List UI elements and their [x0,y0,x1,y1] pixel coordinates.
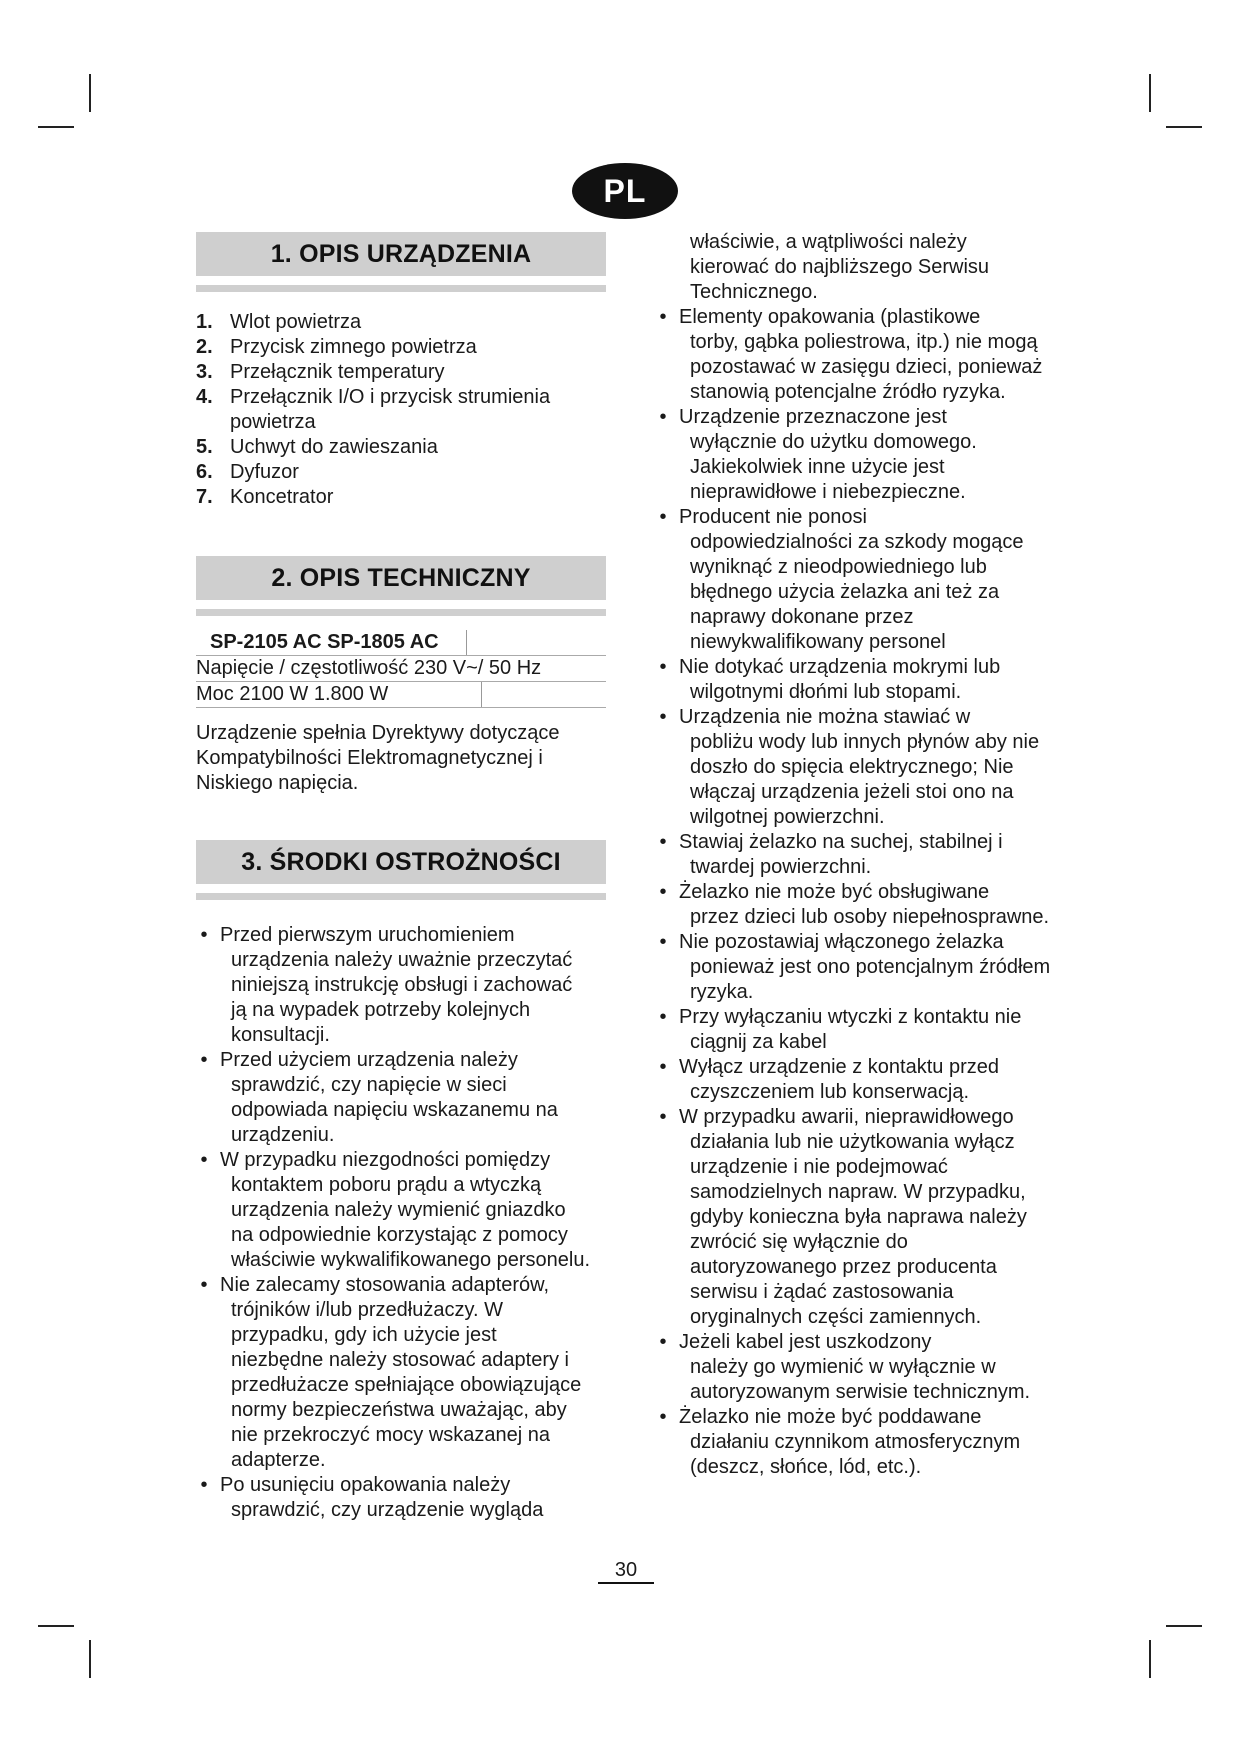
list-item: 5. Uchwyt do zawieszania [196,436,438,458]
spec-row-voltage: Napięcie / częstotliwość 230 V~/ 50 Hz [196,656,606,682]
list-item: • Przed pierwszym uruchomieniem urządzenia należy uważnie przeczytać niniejszą instrukcję obsługi i zachować ją na wypadek potrzeby kolejnych konsultacji. [200,924,573,1046]
list-item: • Przy wyłączaniu wtyczki z kontaktu nie ciągnij za kabel [659,1006,1022,1053]
crop-mark [89,74,91,112]
list-item: • Nie pozostawiaj włączonego żelazka ponieważ jest ono potencjalnym źródłem ryzyka. [659,931,1051,1003]
crop-mark [89,1640,91,1678]
crop-mark [1149,74,1151,112]
language-badge: PL [572,163,678,219]
precautions-list-right [655,305,1055,1480]
crop-mark [1166,1625,1202,1627]
spec-header: SP-2105 AC SP-1805 AC [196,630,606,656]
list-item: • W przypadku awarii, nieprawidłowego działania lub nie użytkowania wyłącz urządzenie i nie podejmować samodzielnych napraw. W przypadku, gdyby konieczna była naprawa należy zwrócić się wyłącznie do autoryzowanego przez producenta serwisu i żądać zastosowania oryginalnych części zamiennych. [659,1106,1027,1328]
list-item: 3. Przełącznik temperatury [196,361,445,383]
list-item: • Żelazko nie może być poddawane działaniu czynnikom atmosferycznym (deszcz, słońce, lód, etc.). [659,1406,1021,1478]
list-item: • Żelazko nie może być obsługiwane przez dzieci lub osoby niepełnosprawne. [659,881,1050,928]
list-item: • Po usunięciu opakowania należy sprawdzić, czy urządzenie wygląda [200,1474,544,1521]
list-item: • Jeżeli kabel jest uszkodzony należy go wymienić w wyłącznie w autoryzowanym serwisie technicznym. [659,1331,1031,1403]
list-item: • Producent nie ponosi odpowiedzialności za szkody mogące wyniknąć z nieodpowiedniego lub błędnego użycia żelazka ani też za naprawy dokonane przez niewykwalifikowany personel [659,506,1024,653]
heading-rule [196,609,606,616]
list-item: 6. Dyfuzor [196,461,299,483]
compliance-note: Urządzenie spełnia Dyrektywy dotyczące Kompatybilności Elektromagnetycznej i Niskiego napięcia. [196,722,560,794]
crop-mark [1149,1640,1151,1678]
left-column [196,232,606,1523]
page-number: 30 [598,1558,654,1584]
list-item: • W przypadku niezgodności pomiędzy kontaktem poboru prądu a wtyczką urządzenia należy wymienić gniazdko na odpowiednie korzystając z pomocy właściwie wykwalifikowanego personelu. [200,1149,591,1271]
list-item: • Urządzenie przeznaczone jest wyłącznie do użytku domowego. Jakiekolwiek inne użycie jest nieprawidłowe i niebezpieczne. [659,406,977,503]
crop-mark [1166,126,1202,128]
list-item: • Nie zalecamy stosowania adapterów, trójników i/lub przedłużaczy. W przypadku, gdy ich użycie jest niezbędne należy stosować adaptery i przedłużacze spełniające obowiązujące normy bezpieczeństwa uważając, aby nie przekroczyć mocy wskazanej na adapterze. [200,1274,582,1471]
spec-row-power: Moc 2100 W 1.800 W [196,682,606,708]
list-item: • Elementy opakowania (plastikowe torby, gąbka poliestrowa, itp.) nie mogą pozostawać w zasięgu dzieci, ponieważ stanowią potencjalne źródło ryzyka. [659,306,1043,403]
parts-list [196,310,606,510]
right-column [655,230,1065,1480]
list-item: 4. Przełącznik I/O i przycisk strumienia powietrza [196,386,551,433]
spec-table [196,630,606,708]
list-item: • Stawiaj żelazko na suchej, stabilnej i twardej powierzchni. [659,831,1003,878]
list-item: • Przed użyciem urządzenia należy sprawdzić, czy napięcie w sieci odpowiada napięciu wskazanemu na urządzeniu. [200,1049,558,1146]
crop-mark [38,126,74,128]
list-item: 1. Wlot powietrza [196,311,362,333]
section1-heading: 1. OPIS URZĄDZENIA [196,232,606,276]
list-item: 2. Przycisk zimnego powietrza [196,336,477,358]
precautions-list-left [196,923,591,1523]
list-item: • Wyłącz urządzenie z kontaktu przed czyszczeniem lub konserwacją. [659,1056,999,1103]
heading-rule [196,285,606,292]
list-item: 7. Koncetrator [196,486,334,508]
list-item: • Nie dotykać urządzenia mokrymi lub wilgotnymi dłońmi lub stopami. [659,656,1001,703]
section2-heading: 2. OPIS TECHNICZNY [196,556,606,600]
section3-heading: 3. ŚRODKI OSTROŻNOŚCI [196,840,606,884]
list-item: • Urządzenia nie można stawiać w pobliżu wody lub innych płynów aby nie doszło do spięcia elektrycznego; Nie włączaj urządzenia jeżeli stoi ono na wilgotnej powierzchni. [659,706,1040,828]
heading-rule [196,893,606,900]
crop-mark [38,1625,74,1627]
continuation-text: właściwie, a wątpliwości należy kierować do najbliższego Serwisu Technicznego. [690,231,990,303]
